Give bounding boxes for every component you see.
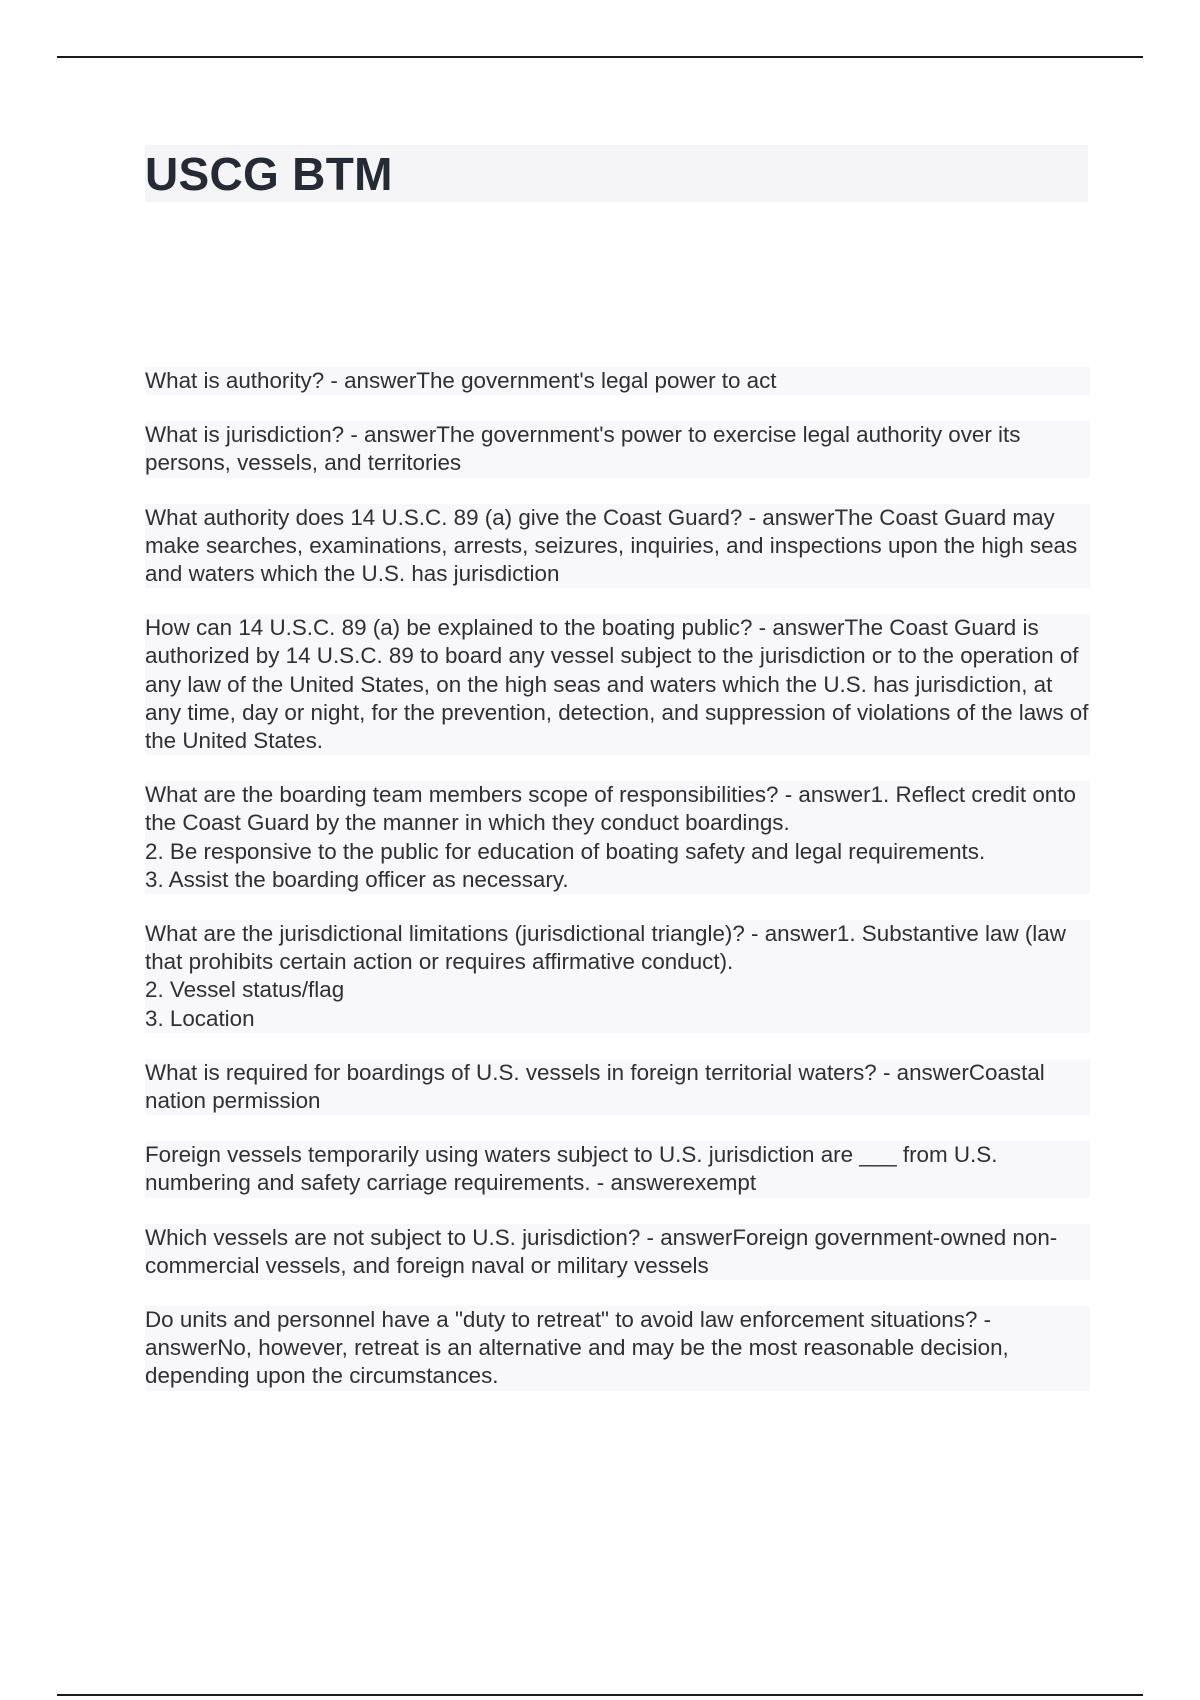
document-title: USCG BTM — [145, 148, 393, 200]
answer-line: 2. Vessel status/flag — [145, 977, 345, 1003]
qa-item-team-responsibilities — [145, 781, 1090, 894]
answer-text: The government's legal power to act — [416, 368, 777, 393]
answer-text: No, however, retreat is an alternative and may be the most reasonable decision, depending upon the circumstances. — [145, 1335, 1009, 1389]
question-text: What is authority? — [145, 368, 325, 393]
answer-separator: - answer — [324, 368, 417, 393]
qa-item-duty-to-retreat — [145, 1306, 1090, 1391]
answer-separator: - answer — [145, 1307, 992, 1361]
answer-separator: - answer — [344, 422, 437, 448]
top-rule — [57, 56, 1143, 58]
question-text: What are the boarding team members scope of responsibilities? — [145, 782, 779, 808]
answer-text: The Coast Guard is authorized by 14 U.S.C. 89 to board any vessel subject to the jurisdiction or to the operation of any law of the United States, on the high seas and waters which the U.S. has jurisdiction, at any time, day or night, for the prevention, detection, and suppression of violations of the laws of the United States. — [145, 615, 1089, 754]
question-text: Do units and personnel have a "duty to retreat" to avoid law enforcement situations? — [145, 1307, 978, 1333]
qa-item-14usc89-authority — [145, 504, 1090, 589]
answer-line: 2. Be responsive to the public for education of boating safety and legal requirements. — [145, 838, 986, 864]
qa-item-14usc89-public — [145, 614, 1090, 755]
answer-separator: - answer — [590, 1170, 683, 1196]
question-text: Foreign vessels temporarily using waters subject to U.S. jurisdiction are ___ from U.S. numbering and safety carriage requirements. — [145, 1142, 998, 1196]
qa-item-exempt — [145, 1141, 1090, 1197]
answer-separator: - answer — [744, 921, 837, 947]
answer-separator: - answer — [742, 504, 835, 530]
qa-list — [145, 367, 1090, 1417]
question-text: What is jurisdiction? — [145, 422, 345, 448]
answer-text: 1. Substantive law (law that prohibits certain action or requires affirmative conduct). — [145, 921, 1066, 975]
question-text: What authority does 14 U.S.C. 89 (a) give the Coast Guard? — [145, 504, 743, 530]
answer-text: The government's power to exercise legal authority over its persons, vessels, and territories — [145, 422, 1021, 476]
bottom-rule — [57, 1694, 1143, 1696]
answer-separator: - answer — [640, 1224, 733, 1250]
answer-text: Coastal nation permission — [145, 1059, 1045, 1114]
qa-item-foreign-waters — [145, 1059, 1090, 1115]
question-text: What are the jurisdictional limitations (jurisdictional triangle)? — [145, 921, 745, 947]
qa-item-jurisdictional-triangle — [145, 920, 1090, 1033]
answer-text: 1. Reflect credit onto the Coast Guard by the manner in which they conduct boardings. — [145, 782, 1076, 836]
qa-item-jurisdiction — [145, 421, 1090, 477]
qa-item-not-subject — [145, 1224, 1090, 1280]
question-text: Which vessels are not subject to U.S. jurisdiction? — [145, 1224, 641, 1250]
answer-text: The Coast Guard may make searches, examinations, arrests, seizures, inquiries, and inspections upon the high seas and waters which the U.S. has jurisdiction — [145, 504, 1078, 587]
answer-separator: - answer — [778, 782, 871, 808]
qa-item-authority — [145, 367, 1090, 395]
answer-separator: - answer — [876, 1059, 969, 1085]
answer-line: 3. Assist the boarding officer as necessary. — [145, 866, 569, 892]
answer-line: 3. Location — [145, 1005, 255, 1031]
question-text: How can 14 U.S.C. 89 (a) be explained to the boating public? — [145, 615, 753, 641]
answer-text: Foreign government-owned non-commercial vessels, and foreign naval or military vessels — [145, 1224, 1058, 1278]
answer-separator: - answer — [752, 615, 845, 641]
answer-text: exempt — [682, 1170, 757, 1196]
question-text: What is required for boardings of U.S. vessels in foreign territorial waters? — [145, 1059, 877, 1085]
